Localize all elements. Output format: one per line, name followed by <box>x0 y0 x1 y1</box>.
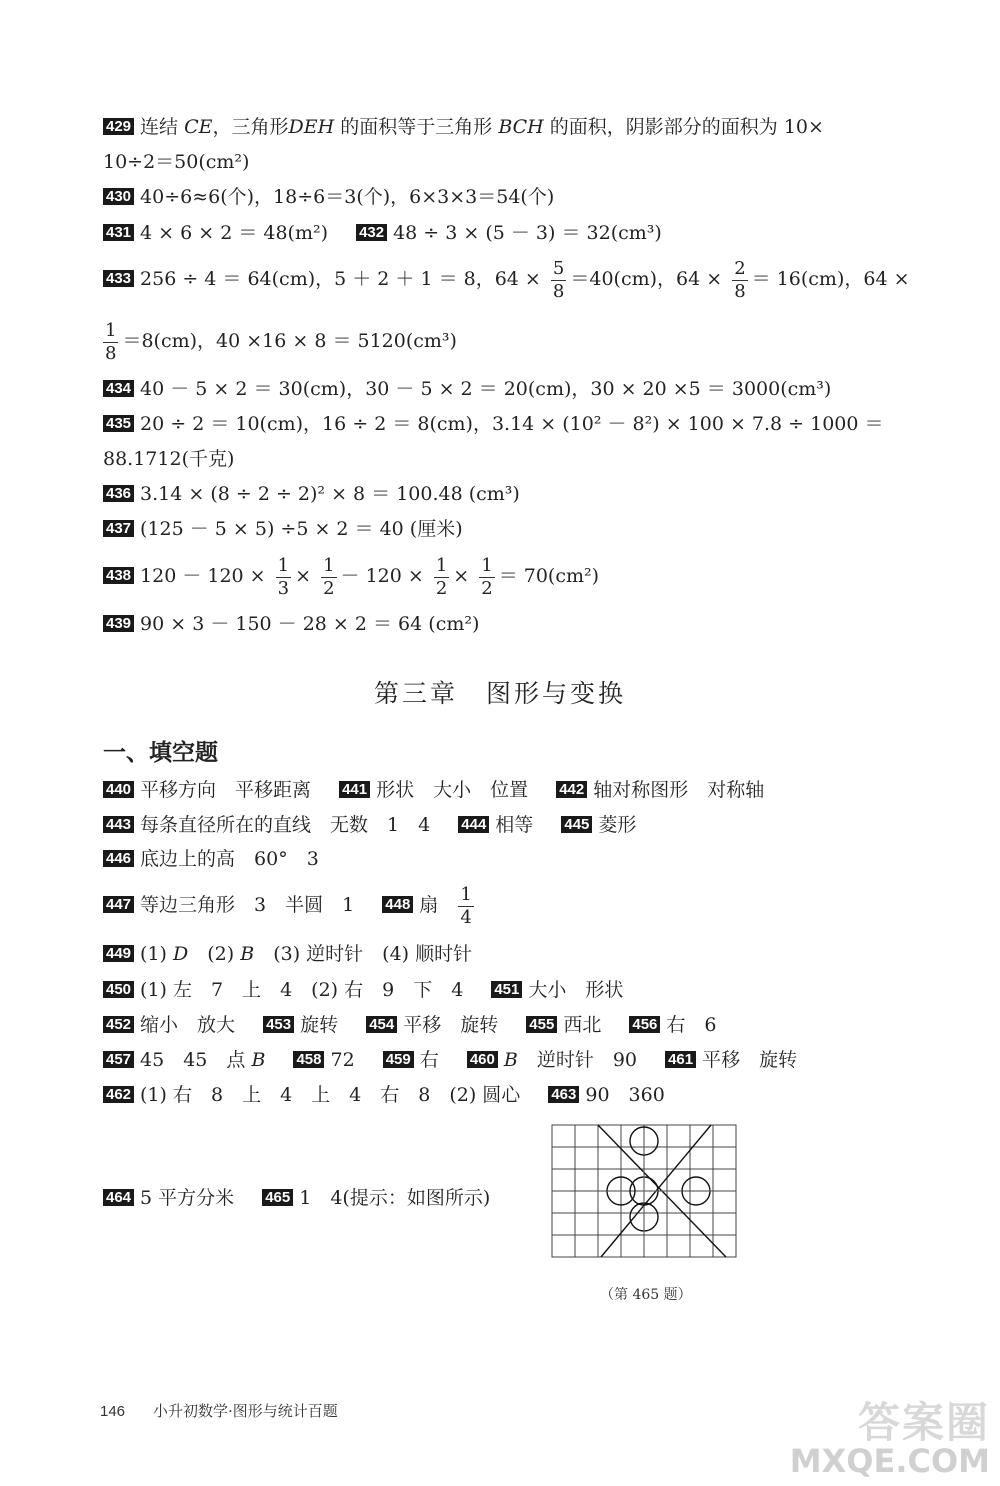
fraction: $\frac{1}{3}$ <box>277 554 290 599</box>
question-number: 430 <box>103 188 134 205</box>
question-number: 441 <box>339 781 370 798</box>
question-number: 456 <box>629 1016 660 1033</box>
question-number: 454 <box>366 1016 397 1033</box>
answer-447-448: 447 等边三角形 3 半圆 1 448 扇 $\frac{1}{4}$ <box>103 881 478 929</box>
question-number: 463 <box>548 1086 579 1103</box>
answer-443-445: 443 每条直径所在的直线 无数 1 4 444 相等 445 菱形 <box>103 811 636 839</box>
question-number: 437 <box>103 520 134 537</box>
fraction: $\frac{1}{2}$ <box>435 554 448 599</box>
book-title: 小升初数学·图形与统计百题 <box>153 1402 338 1420</box>
answer-464-465: 464 5 平方分米 465 1 4(提示：如图所示) <box>103 1184 490 1212</box>
answer-431-432: 431 4 × 6 × 2 ＝ 48(m²) 432 48 ÷ 3 × (5 － 3) ＝ 32(cm³) <box>103 219 662 247</box>
question-number: 431 <box>103 224 134 241</box>
question-number: 439 <box>103 615 134 632</box>
question-number: 446 <box>103 850 134 867</box>
answer-433-cont: $\frac{1}{8}$ ＝8(cm)，40 ×16 × 8 ＝ 5120(cm³) <box>105 319 457 364</box>
question-number: 459 <box>383 1051 414 1068</box>
answer-462-463: 462 (1) 右 8 上 4 上 4 右 8 (2) 圆心 463 90 360 <box>103 1081 665 1109</box>
question-number: 432 <box>356 224 387 241</box>
fraction: $\frac{2}{8}$ <box>734 257 746 302</box>
question-number: 453 <box>263 1016 294 1033</box>
question-number: 440 <box>103 781 134 798</box>
question-number: 464 <box>103 1189 134 1206</box>
fraction: $\frac{1}{2}$ <box>481 554 493 599</box>
answer-446: 446 底边上的高 60° 3 <box>103 845 319 873</box>
question-number: 443 <box>103 816 134 833</box>
question-number: 460 <box>467 1051 498 1068</box>
question-number: 438 <box>103 567 134 584</box>
fraction: $\frac{1}{2}$ <box>323 554 335 599</box>
answer-437: 437 (125 － 5 × 5) ÷5 × 2 ＝ 40 (厘米) <box>103 515 463 543</box>
figure-caption: （第 465 题） <box>600 1287 692 1303</box>
question-number: 448 <box>382 896 413 913</box>
question-number: 465 <box>262 1189 293 1206</box>
answer-434: 434 40 － 5 × 2 ＝ 30(cm)，30 － 5 × 2 ＝ 20(cm)，30 × 20 ×5 ＝ 3000(cm³) <box>103 375 831 403</box>
answer-433: 433 256 ÷ 4 ＝ 64(cm)，5 ＋ 2 ＋ 1 ＝ 8，64 × $\frac{5}{8}$ ＝40(cm)，64 × $\frac{2}{8}$ ＝ 16(cm)，64 × <box>103 256 910 303</box>
answer-435: 435 20 ÷ 2 ＝ 10(cm)，16 ÷ 2 ＝ 8(cm)，3.14 × (10² － 8²) × 100 × 7.8 ÷ 1000 ＝ <box>103 410 884 438</box>
question-number: 450 <box>103 981 134 998</box>
answer-450-451: 450 (1) 左 7 上 4 (2) 右 9 下 4 451 大小 形状 <box>103 976 623 1004</box>
answer-430: 430 40÷6≈6(个)，18÷6＝3(个)，6×3×3＝54(个) <box>103 183 554 211</box>
question-number: 462 <box>103 1086 134 1103</box>
question-number: 429 <box>103 118 134 135</box>
question-number: 449 <box>103 945 134 962</box>
answer-452-456: 452 缩小 放大 453 旋转 454 平移 旋转 455 西北 456 右 6 <box>103 1011 717 1039</box>
fraction: $\frac{1}{4}$ <box>460 883 472 928</box>
section-title: 一、填空题 <box>103 739 218 766</box>
fraction: $\frac{1}{8}$ <box>105 319 117 364</box>
question-number: 452 <box>103 1016 134 1033</box>
answer-438: 438 120 － 120 × $\frac{1}{3}$ × $\frac{1}{2}$ － 120 × $\frac{1}{2}$ × $\frac{1}{2}$ ＝ 70(cm²) <box>103 553 599 600</box>
question-number: 445 <box>561 816 592 833</box>
answer-457-461: 457 45 45 点 B 458 72 459 右 460 B 逆时针 90 461 平移 旋转 <box>103 1046 797 1074</box>
question-number: 433 <box>103 270 134 287</box>
watermark: 答案圈 MXQE.COM <box>789 1398 990 1480</box>
question-number: 442 <box>556 781 587 798</box>
question-number: 458 <box>293 1051 324 1068</box>
question-number: 455 <box>526 1016 557 1033</box>
page-footer <box>100 1400 338 1421</box>
answer-439: 439 90 × 3 － 150 － 28 × 2 ＝ 64 (cm²) <box>103 610 479 638</box>
question-number: 461 <box>665 1051 696 1068</box>
answer-449: 449 (1) D (2) B (3) 逆时针 (4) 顺时针 <box>103 940 472 968</box>
answer-429: 429 连结 CE，三角形DEH 的面积等于三角形 BCH 的面积，阴影部分的面积为 10× <box>103 113 824 141</box>
answer-435-cont: 88.1712(千克) <box>103 448 235 470</box>
answer-436: 436 3.14 × (8 ÷ 2 ÷ 2)² × 8 ＝ 100.48 (cm³) <box>103 480 520 508</box>
page-number: 146 <box>100 1403 126 1420</box>
question-number: 436 <box>103 485 134 502</box>
answer-429-cont: 10÷2＝50(cm²) <box>103 151 250 173</box>
question-number: 435 <box>103 415 134 432</box>
grid-figure-465 <box>551 1124 741 1264</box>
question-number: 451 <box>491 981 522 998</box>
question-number: 444 <box>458 816 489 833</box>
chapter-title: 第三章 图形与变换 <box>373 679 626 708</box>
fraction: $\frac{5}{8}$ <box>552 257 565 302</box>
answer-440-442: 440 平移方向 平移距离 441 形状 大小 位置 442 轴对称图形 对称轴 <box>103 776 764 804</box>
question-number: 447 <box>103 896 134 913</box>
question-number: 457 <box>103 1051 134 1068</box>
question-number: 434 <box>103 380 134 397</box>
